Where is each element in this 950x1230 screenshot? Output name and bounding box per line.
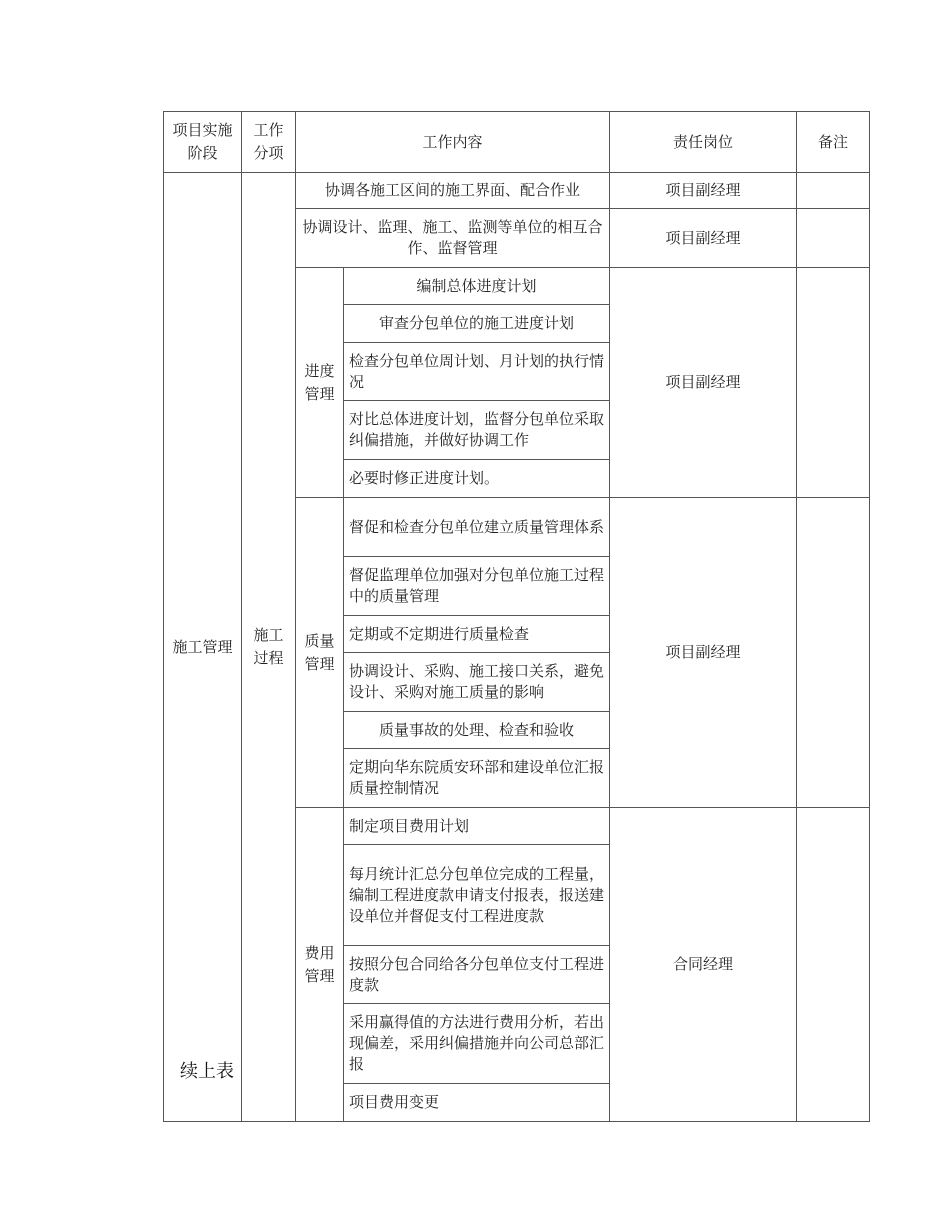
quality-management-label: 质量管理 bbox=[296, 498, 344, 808]
remark-cell bbox=[797, 268, 870, 498]
work-responsibility-table bbox=[163, 111, 870, 1122]
header-stage: 项目实施阶段 bbox=[164, 112, 242, 173]
content-cell: 对比总体进度计划，监督分包单位采取纠偏措施，并做好协调工作 bbox=[344, 401, 610, 460]
header-sub-item: 工作分项 bbox=[242, 112, 296, 173]
role-cell: 项目副经理 bbox=[610, 173, 797, 209]
table-row bbox=[164, 173, 870, 209]
table-header-row bbox=[164, 112, 870, 173]
content-cell: 定期或不定期进行质量检查 bbox=[344, 616, 610, 653]
content-cell: 按照分包合同给各分包单位支付工程进度款 bbox=[344, 946, 610, 1004]
remark-cell bbox=[797, 173, 870, 209]
header-responsible-post: 责任岗位 bbox=[610, 112, 797, 173]
cost-management-label: 费用管理 bbox=[296, 808, 344, 1122]
content-cell: 项目费用变更 bbox=[344, 1084, 610, 1122]
remark-cell bbox=[797, 808, 870, 1122]
quality-role-cell: 项目副经理 bbox=[610, 498, 797, 808]
content-cell: 质量事故的处理、检查和验收 bbox=[344, 712, 610, 749]
content-cell: 编制总体进度计划 bbox=[344, 268, 610, 305]
content-cell: 必要时修正进度计划。 bbox=[344, 460, 610, 498]
role-cell: 项目副经理 bbox=[610, 209, 797, 268]
progress-role-cell: 项目副经理 bbox=[610, 268, 797, 498]
content-cell: 定期向华东院质安环部和建设单位汇报质量控制情况 bbox=[344, 749, 610, 808]
sub-item-cell: 施工过程 bbox=[242, 173, 296, 1122]
progress-management-label: 进度管理 bbox=[296, 268, 344, 498]
remark-cell bbox=[797, 209, 870, 268]
content-cell: 每月统计汇总分包单位完成的工程量，编制工程进度款申请支付报表，报送建设单位并督促支付工程进度款 bbox=[344, 845, 610, 946]
continued-label: 续上表 bbox=[180, 1061, 234, 1082]
remark-cell bbox=[797, 498, 870, 808]
header-remarks: 备注 bbox=[797, 112, 870, 173]
content-cell: 协调设计、监理、施工、监测等单位的相互合作、监督管理 bbox=[296, 209, 610, 268]
content-cell: 制定项目费用计划 bbox=[344, 808, 610, 845]
content-cell: 协调设计、采购、施工接口关系，避免设计、采购对施工质量的影响 bbox=[344, 653, 610, 712]
content-cell: 督促和检查分包单位建立质量管理体系 bbox=[344, 498, 610, 557]
header-work-content: 工作内容 bbox=[296, 112, 610, 173]
content-cell: 采用赢得值的方法进行费用分析，若出现偏差，采用纠偏措施并向公司总部汇报 bbox=[344, 1004, 610, 1084]
stage-cell: 施工管理 bbox=[164, 173, 242, 1122]
cost-role-cell: 合同经理 bbox=[610, 808, 797, 1122]
content-cell: 审查分包单位的施工进度计划 bbox=[344, 305, 610, 343]
content-cell: 协调各施工区间的施工界面、配合作业 bbox=[296, 173, 610, 209]
content-cell: 督促监理单位加强对分包单位施工过程中的质量管理 bbox=[344, 557, 610, 616]
content-cell: 检查分包单位周计划、月计划的执行情况 bbox=[344, 343, 610, 401]
